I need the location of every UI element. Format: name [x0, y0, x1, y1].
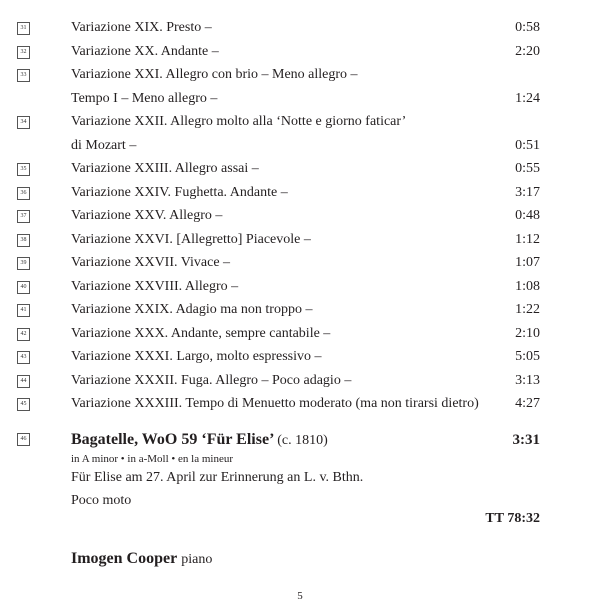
track-row: [0, 369, 600, 393]
track-number-box: 36: [17, 187, 30, 200]
track-time: 2:20: [515, 43, 540, 59]
track-title: [71, 110, 511, 157]
track-number-box: 31: [17, 22, 30, 35]
track-time: 5:05: [515, 349, 540, 364]
track-title: [71, 181, 511, 205]
track-row: [0, 63, 600, 110]
track-time: 3:17: [515, 184, 540, 200]
track-number-box: 39: [17, 257, 30, 270]
track-time: 1:22: [515, 302, 540, 317]
work-inscription: Für Elise am 27. April zur Erinnerung an L. v. Bthn.: [71, 470, 364, 485]
track-number-box: 43: [17, 351, 30, 364]
track-title: [71, 228, 511, 252]
track-title: [71, 251, 511, 275]
track-title: [71, 157, 511, 181]
track-time: 2:10: [515, 325, 540, 341]
track-number-box: 44: [17, 375, 30, 388]
performer-name: Imogen Cooper: [71, 550, 178, 567]
track-row: [0, 204, 600, 228]
track-number-box: 38: [17, 234, 30, 247]
track-number-box: 37: [17, 210, 30, 223]
track-title: [71, 40, 511, 64]
track-time: 3:31: [512, 432, 540, 448]
track-title: [71, 322, 511, 346]
track-row: [0, 392, 600, 416]
track-row: [0, 228, 600, 252]
track-number-box: 32: [17, 46, 30, 59]
track-title: [71, 275, 511, 299]
track-number-box: 35: [17, 163, 30, 176]
track-time: 3:13: [515, 372, 540, 388]
track-time: 4:27: [515, 396, 540, 411]
track-row: [0, 275, 600, 299]
track-row: [0, 251, 600, 275]
track-title-line: Variazione XXV. Allegro –: [71, 208, 223, 223]
track-title: [71, 392, 511, 416]
track-time: 1:08: [515, 278, 540, 294]
page-number: 5: [297, 590, 303, 602]
work-key: in A minor • in a-Moll • en la mineur: [71, 453, 233, 465]
track-time: 0:48: [515, 208, 540, 223]
track-title-line: Variazione XXX. Andante, sempre cantabile –: [71, 325, 331, 341]
track-title-line: Variazione XXIII. Allegro assai –: [71, 161, 259, 176]
track-title: [71, 63, 511, 110]
track-title-line: Variazione XXVII. Vivace –: [71, 255, 231, 270]
track-list: [0, 16, 600, 416]
track-row: [0, 16, 600, 40]
track-title-line: Variazione XIX. Presto –: [71, 20, 212, 35]
track-title-line: Variazione XXII. Allegro molto alla ‘Notte e giorno faticar’: [71, 114, 407, 129]
track-row: [0, 181, 600, 205]
performer-role: piano: [181, 552, 213, 567]
track-title-line: Variazione XXIX. Adagio ma non troppo –: [71, 302, 313, 317]
track-number-box: 45: [17, 398, 30, 411]
track-title: [71, 204, 511, 228]
work-year: (c. 1810): [277, 433, 328, 448]
track-row: [0, 345, 600, 369]
track-title-line: di Mozart –: [71, 137, 137, 153]
track-time: 0:55: [515, 161, 540, 176]
track-number-box: 46: [17, 433, 30, 446]
track-title-line: Variazione XXVIII. Allegro –: [71, 278, 239, 294]
work-title: Bagatelle, WoO 59 ‘Für Elise’: [71, 431, 274, 448]
track-time: 0:51: [515, 137, 540, 153]
track-title: [71, 298, 511, 322]
track-number-box: 41: [17, 304, 30, 317]
track-title-line: Tempo I – Meno allegro –: [71, 90, 218, 106]
track-row: [0, 322, 600, 346]
total-time: TT 78:32: [485, 511, 540, 526]
track-time: 1:07: [515, 255, 540, 270]
track-title-line: Variazione XXI. Allegro con brio – Meno allegro –: [71, 67, 358, 82]
track-number-box: 34: [17, 116, 30, 129]
track-title-line: Variazione XXIV. Fughetta. Andante –: [71, 184, 288, 200]
track-row: [0, 110, 600, 157]
track-row: [0, 298, 600, 322]
track-time: 0:58: [515, 20, 540, 35]
track-title-line: Variazione XXXII. Fuga. Allegro – Poco adagio –: [71, 372, 352, 388]
work-tempo: Poco moto: [71, 493, 132, 508]
track-46: [0, 428, 600, 512]
track-title-line: Variazione XX. Andante –: [71, 43, 219, 59]
performer: [71, 550, 212, 568]
track-number-box: 40: [17, 281, 30, 294]
track-title-line: Variazione XXXIII. Tempo di Menuetto moderato (ma non tirarsi dietro): [71, 396, 479, 411]
track-title: [71, 369, 511, 393]
track-row: [0, 40, 600, 64]
track-title-line: Variazione XXXI. Largo, molto espressivo –: [71, 349, 322, 364]
track-number-box: 42: [17, 328, 30, 341]
track-time: 1:24: [515, 90, 540, 106]
track-title: [71, 345, 511, 369]
track-row: [0, 157, 600, 181]
track-title-line: Variazione XXVI. [Allegretto] Piacevole –: [71, 231, 311, 247]
track-title: [71, 16, 511, 40]
track-time: 1:12: [515, 231, 540, 247]
track-number-box: 33: [17, 69, 30, 82]
